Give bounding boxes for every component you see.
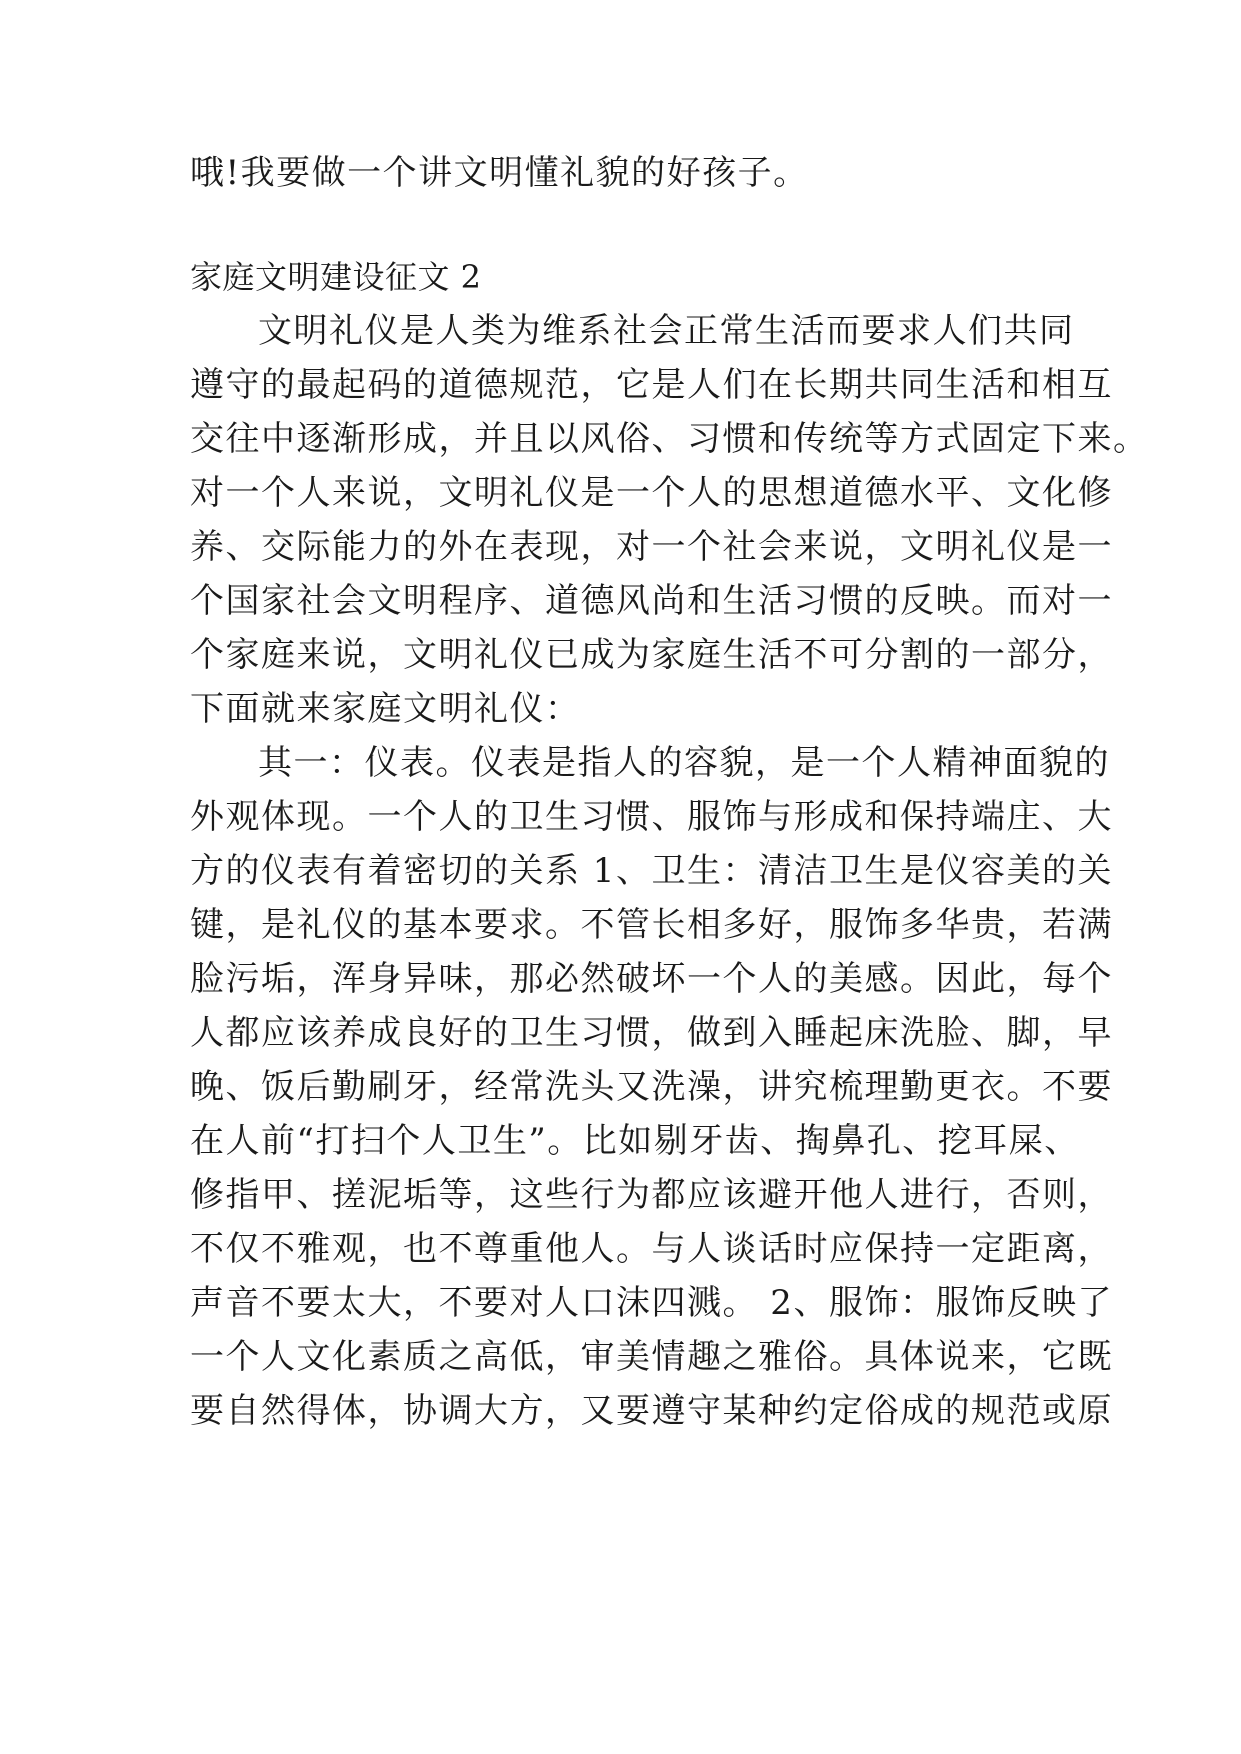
paragraph-2-line-1: 其一：仪表。仪表是指人的容貌，是一个人精神面貌的	[258, 743, 1110, 783]
paragraph-2-line-12: 一个人文化素质之高低，审美情趣之雅俗。具体说来，它既	[190, 1337, 1113, 1377]
paragraph-1-line-6: 个国家社会文明程序、道德风尚和生活习惯的反映。而对一	[190, 581, 1113, 621]
paragraph-1-line-2: 遵守的最起码的道德规范，它是人们在长期共同生活和相互	[190, 365, 1113, 405]
intro-closing-line: 哦!我要做一个讲文明懂礼貌的好孩子。	[190, 153, 809, 193]
paragraph-1-line-5: 养、交际能力的外在表现，对一个社会来说，文明礼仪是一	[190, 527, 1113, 567]
section-title: 家庭文明建设征文 2	[190, 258, 482, 296]
paragraph-2-line-6: 人都应该养成良好的卫生习惯，做到入睡起床洗脸、脚，早	[190, 1013, 1113, 1053]
paragraph-2-line-7: 晚、饭后勤刷牙，经常洗头又洗澡，讲究梳理勤更衣。不要	[190, 1067, 1113, 1107]
paragraph-2-line-11: 声音不要太大，不要对人口沫四溅。 2、服饰：服饰反映了	[190, 1283, 1113, 1323]
paragraph-2-line-8: 在人前“打扫个人卫生”。比如剔牙齿、掏鼻孔、挖耳屎、	[190, 1121, 1080, 1161]
paragraph-2-line-5: 脸污垢，浑身异味，那必然破坏一个人的美感。因此，每个	[190, 959, 1113, 999]
paragraph-1-line-1: 文明礼仪是人类为维系社会正常生活而要求人们共同	[258, 311, 1075, 351]
paragraph-2-line-2: 外观体现。一个人的卫生习惯、服饰与形成和保持端庄、大	[190, 797, 1113, 837]
paragraph-2-line-13: 要自然得体，协调大方，又要遵守某种约定俗成的规范或原	[190, 1391, 1113, 1431]
paragraph-1-line-3: 交往中逐渐形成，并且以风俗、习惯和传统等方式固定下来。	[190, 419, 1149, 459]
paragraph-1-line-7: 个家庭来说，文明礼仪已成为家庭生活不可分割的一部分，	[190, 635, 1113, 675]
paragraph-2-line-3: 方的仪表有着密切的关系 1、卫生：清洁卫生是仪容美的关	[190, 851, 1113, 891]
paragraph-2-line-4: 键，是礼仪的基本要求。不管长相多好，服饰多华贵，若满	[190, 905, 1113, 945]
paragraph-2-line-9: 修指甲、搓泥垢等，这些行为都应该避开他人进行，否则，	[190, 1175, 1113, 1215]
paragraph-1-line-4: 对一个人来说，文明礼仪是一个人的思想道德水平、文化修	[190, 473, 1113, 513]
paragraph-2-line-10: 不仅不雅观，也不尊重他人。与人谈话时应保持一定距离，	[190, 1229, 1113, 1269]
paragraph-1-line-8: 下面就来家庭文明礼仪：	[190, 689, 581, 729]
